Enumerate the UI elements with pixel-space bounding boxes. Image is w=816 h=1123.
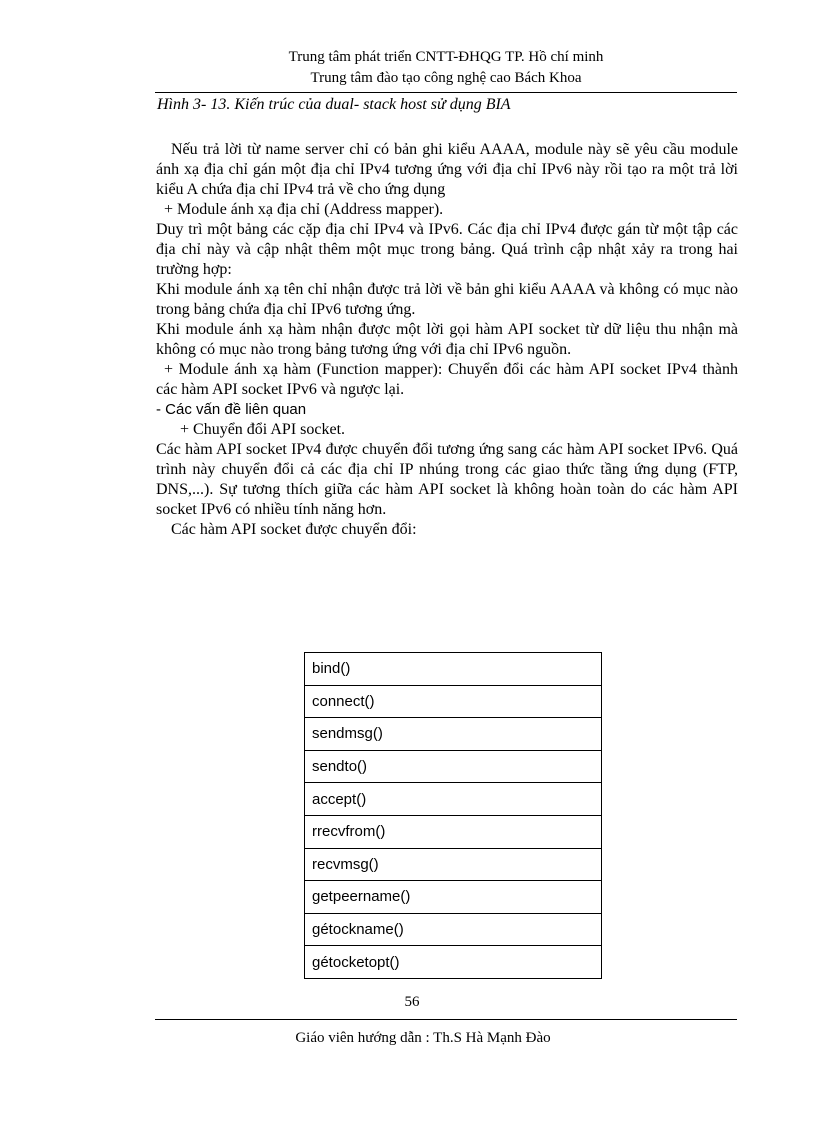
paragraph: + Chuyển đổi API socket. bbox=[180, 421, 346, 438]
table-cell: connect() bbox=[305, 685, 602, 718]
paragraph: Khi module ánh xạ hàm nhận được một lời gọi hàm API socket từ dữ liệu thu nhận mà không có mục nào trong bảng tương ứng với địa chỉ IPv6 nguồn. bbox=[156, 321, 738, 358]
header-divider bbox=[155, 92, 737, 93]
table-cell: sendto() bbox=[305, 750, 602, 783]
table-cell: bind() bbox=[305, 653, 602, 686]
table-cell: gétockname() bbox=[305, 913, 602, 946]
body-text bbox=[156, 140, 738, 540]
table-row bbox=[305, 815, 602, 848]
paragraph: Các hàm API socket IPv4 được chuyển đổi tương ứng sang các hàm API socket IPv6. Quá trình này chuyển đổi cả các địa chỉ IP nhúng trong các giao thức tầng ứng dụng (FTP, DNS,...). Sự tương thích giữa các hàm API socket là không hoàn toàn do các hàm API socket IPv6 có nhiều tính năng hơn. bbox=[156, 441, 738, 518]
paragraph: Nếu trả lời từ name server chỉ có bản ghi kiểu AAAA, module này sẽ yêu cầu module ánh xạ địa chỉ gán một địa chỉ IPv4 tương ứng với địa chỉ IPv6 này rồi tạo ra một trả lời kiểu A chứa địa chỉ IPv4 trả về cho ứng dụng bbox=[156, 141, 738, 198]
page-header bbox=[155, 47, 737, 89]
page-number: 56 bbox=[404, 994, 420, 1010]
table-row bbox=[305, 750, 602, 783]
paragraph: Duy trì một bảng các cặp địa chỉ IPv4 và IPv6. Các địa chỉ IPv4 được gán từ một tập các địa chỉ này và cập nhật thêm một mục trong bảng. Quá trình cập nhật xảy ra trong hai trường hợp: bbox=[156, 221, 738, 278]
figure-caption: Hình 3- 13. Kiến trúc của dual- stack host sử dụng BIA bbox=[157, 96, 511, 113]
paragraph: + Module ánh xạ địa chỉ (Address mapper). bbox=[164, 201, 444, 218]
table-row bbox=[305, 718, 602, 751]
table-row bbox=[305, 913, 602, 946]
table-cell: getpeername() bbox=[305, 881, 602, 914]
header-line-1: Trung tâm phát triển CNTT-ĐHQG TP. Hồ chí minh bbox=[288, 49, 604, 65]
table-cell: rrecvfrom() bbox=[305, 815, 602, 848]
footer-divider bbox=[155, 1019, 737, 1020]
paragraph: Khi module ánh xạ tên chỉ nhận được trả lời về bản ghi kiểu AAAA và không có mục nào trong bảng chứa địa chỉ IPv6 tương ứng. bbox=[156, 281, 738, 318]
table-cell: recvmsg() bbox=[305, 848, 602, 881]
paragraph: Các hàm API socket được chuyển đổi: bbox=[171, 521, 417, 538]
table-cell: sendmsg() bbox=[305, 718, 602, 751]
paragraph: - Các vấn đề liên quan bbox=[156, 401, 307, 418]
table-row bbox=[305, 783, 602, 816]
table-row bbox=[305, 848, 602, 881]
paragraph: + Module ánh xạ hàm (Function mapper): Chuyển đổi các hàm API socket IPv4 thành các hàm API socket IPv6 và ngược lại. bbox=[156, 361, 738, 398]
table-cell: accept() bbox=[305, 783, 602, 816]
table-row bbox=[305, 881, 602, 914]
table-row bbox=[305, 685, 602, 718]
function-table bbox=[304, 652, 602, 979]
table-row bbox=[305, 946, 602, 979]
table-row bbox=[305, 653, 602, 686]
table-cell: gétocketopt() bbox=[305, 946, 602, 979]
header-line-2: Trung tâm đào tạo công nghệ cao Bách Khoa bbox=[310, 70, 582, 86]
page-footer: Giáo viên hướng dẫn : Th.S Hà Mạnh Đào bbox=[295, 1030, 551, 1046]
